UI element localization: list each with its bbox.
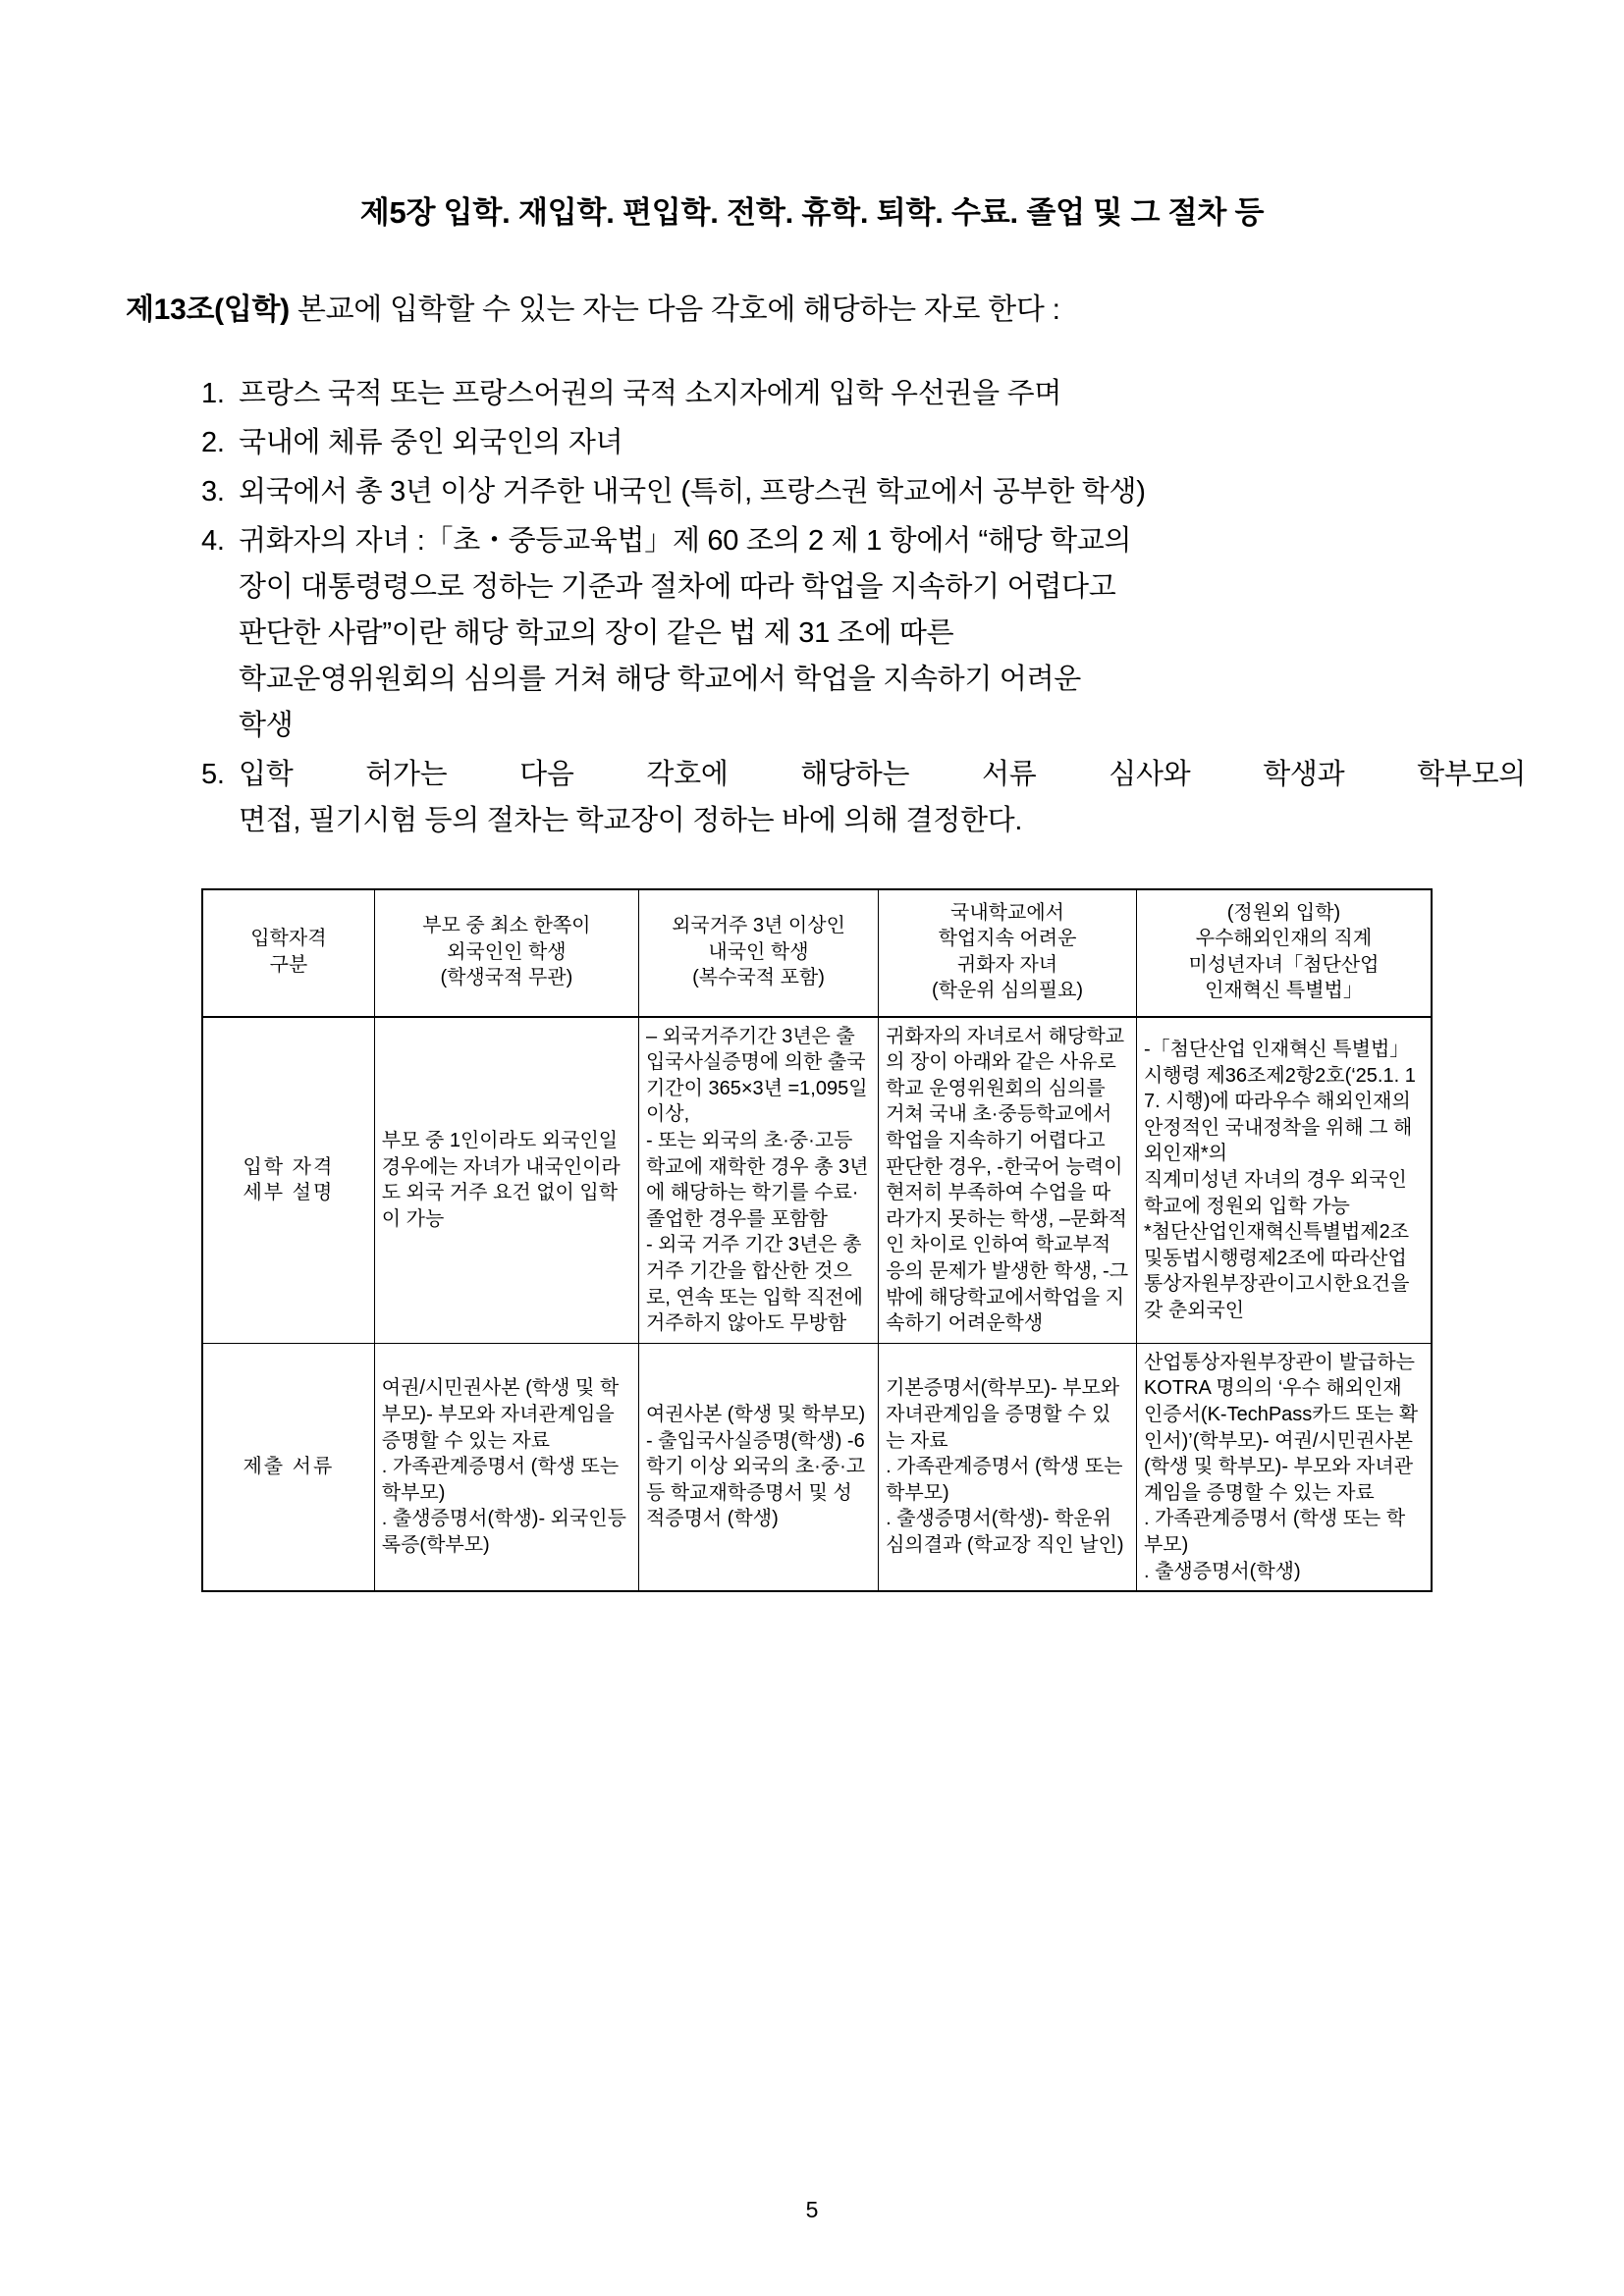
clause-item-1 <box>201 371 1526 417</box>
clause-line: 면접, 필기시험 등의 절차는 학교장이 정하는 바에 의해 결정한다. <box>239 805 1023 837</box>
clause-line: 국내에 체류 중인 외국인의 자녀 <box>239 427 623 459</box>
table-header-cell-3: 국내학교에서 학업지속 어려운 귀화자 자녀 (학운위 심의필요) <box>879 889 1137 1017</box>
table-header-cell-2: 외국거주 3년 이상인 내국인 학생 (복수국적 포함) <box>638 889 878 1017</box>
clause-line: 학생 <box>239 710 294 742</box>
clause-line: 학교운영위원회의 심의를 거쳐 해당 학교에서 학업을 지속하기 어려운 <box>239 664 1082 696</box>
table-header-row <box>202 889 1432 1017</box>
table-cell: 기본증명서(학부모)- 부모와 자녀관계임을 증명할 수 있는 자료 . 가족관계증명서 (학생 또는 학부모) . 출생증명서(학생)- 학운위 심의결과 (학교장 직인 날인) <box>879 1343 1137 1591</box>
table-cell: 부모 중 1인이라도 외국인일 경우에는 자녀가 내국인이라도 외국 거주 요건 없이 입학이 가능 <box>374 1017 638 1344</box>
clause-item-4 <box>201 518 1526 749</box>
clause-item-3 <box>201 469 1526 515</box>
article-13-paragraph <box>0 234 1624 332</box>
table-header-cell-4: (정원외 입학) 우수해외인재의 직계 미성년자녀「첨단산업 인재혁신 특별법」 <box>1136 889 1432 1017</box>
article-13-heading: 제13조(입학) <box>126 294 290 327</box>
admission-criteria-table <box>201 888 1433 1592</box>
table-cell: -「첨단산업 인재혁신 특별법」시행령 제36조제2항2호(‘25.1. 17. 시행)에 따라우수 해외인재의 안정적인 국내정착을 위해 그 해외인재*의 직계미성년 자녀의 경우 외국인학교에 정원외 입학 가능 *첨단산업인재혁신특별법제2조 및동법시행령제2조에 따라산업 통상자원부장관이고시한요건을갖 춘외국인 <box>1136 1017 1432 1344</box>
chapter-title: 제5장 입학. 재입학. 편입학. 전학. 휴학. 퇴학. 수료. 졸업 및 그 절차 등 <box>359 195 1265 230</box>
table-row <box>202 1017 1432 1344</box>
table-header-cell-0: 입학자격 구분 <box>202 889 374 1017</box>
article-13-body: 본교에 입학할 수 있는 자는 다음 각호에 해당하는 자로 한다 : <box>289 294 1060 327</box>
row-label-detail-criteria: 입학 자격 세부 설명 <box>202 1017 374 1344</box>
clause-list <box>0 332 1624 844</box>
table-cell: 여권사본 (학생 및 학부모)- 출입국사실증명(학생) -6학기 이상 외국의 초·중·고등 학교재학증명서 및 성적증명서 (학생) <box>638 1343 878 1591</box>
page-number: 5 <box>805 2197 819 2222</box>
clause-line: 장이 대통령령으로 정하는 기준과 절차에 따라 학업을 지속하기 어렵다고 <box>239 571 1116 604</box>
clause-line: 프랑스 국적 또는 프랑스어권의 국적 소지자에게 입학 우선권을 주며 <box>239 378 1062 410</box>
table-cell: 산업통상자원부장관이 발급하는 KOTRA 명의의 ‘우수 해외인재 인증서(K-TechPass카드 또는 확인서)’(학부모)- 여권/시민권사본 (학생 및 학부모)- 부모와 자녀관계임을 증명할 수 있는 자료 . 가족관계증명서 (학생 또는 학부모) . 출생증명서(학생) <box>1136 1343 1432 1591</box>
clause-line: 귀화자의 자녀 :「초・중등교육법」제 60 조의 2 제 1 항에서 “해당 학교의 <box>239 525 1132 558</box>
table-head <box>202 889 1432 1017</box>
admission-table-wrapper <box>0 847 1624 1592</box>
table-header-cell-1: 부모 중 최소 한쪽이 외국인인 학생 (학생국적 무관) <box>374 889 638 1017</box>
table-cell: 여권/시민권사본 (학생 및 학부모)- 부모와 자녀관계임을 증명할 수 있는 자료 . 가족관계증명서 (학생 또는 학부모) . 출생증명서(학생)- 외국인등록증(학부모) <box>374 1343 638 1591</box>
clause-line: 판단한 사람”이란 해당 학교의 장이 같은 법 제 31 조에 따른 <box>239 617 954 650</box>
clause-item-2 <box>201 420 1526 466</box>
clause-line: 입학 허가는 다음 각호에 해당하는 서류 심사와 학생과 학부모의 <box>239 759 1526 791</box>
table-cell: – 외국거주기간 3년은 출입국사실증명에 의한 출국기간이 365×3년 =1,095일 이상, - 또는 외국의 초·중·고등학교에 재학한 경우 총 3년에 해당하는 학기를 수료·졸업한 경우를 포함함 - 외국 거주 기간 3년은 총 거주 기간을 합산한 것으로, 연속 또는 입학 직전에 거주하지 않아도 무방함 <box>638 1017 878 1344</box>
row-label-required-documents: 제출 서류 <box>202 1343 374 1591</box>
clause-item-5 <box>201 752 1526 844</box>
table-row <box>202 1343 1432 1591</box>
clause-line: 외국에서 총 3년 이상 거주한 내국인 (특히, 프랑스권 학교에서 공부한 학생) <box>239 476 1146 508</box>
table-body <box>202 1017 1432 1591</box>
table-cell: 귀화자의 자녀로서 해당학교의 장이 아래와 같은 사유로 학교 운영위원회의 심의를 거쳐 국내 초·중등학교에서 학업을 지속하기 어렵다고 판단한 경우, -한국어 능력이 현저히 부족하여 수업을 따라가지 못하는 학생, –문화적인 차이로 인하여 학교부적응의 문제가 발생한 학생, -그밖에 해당학교에서학업을 지속하기 어려운학생 <box>879 1017 1137 1344</box>
